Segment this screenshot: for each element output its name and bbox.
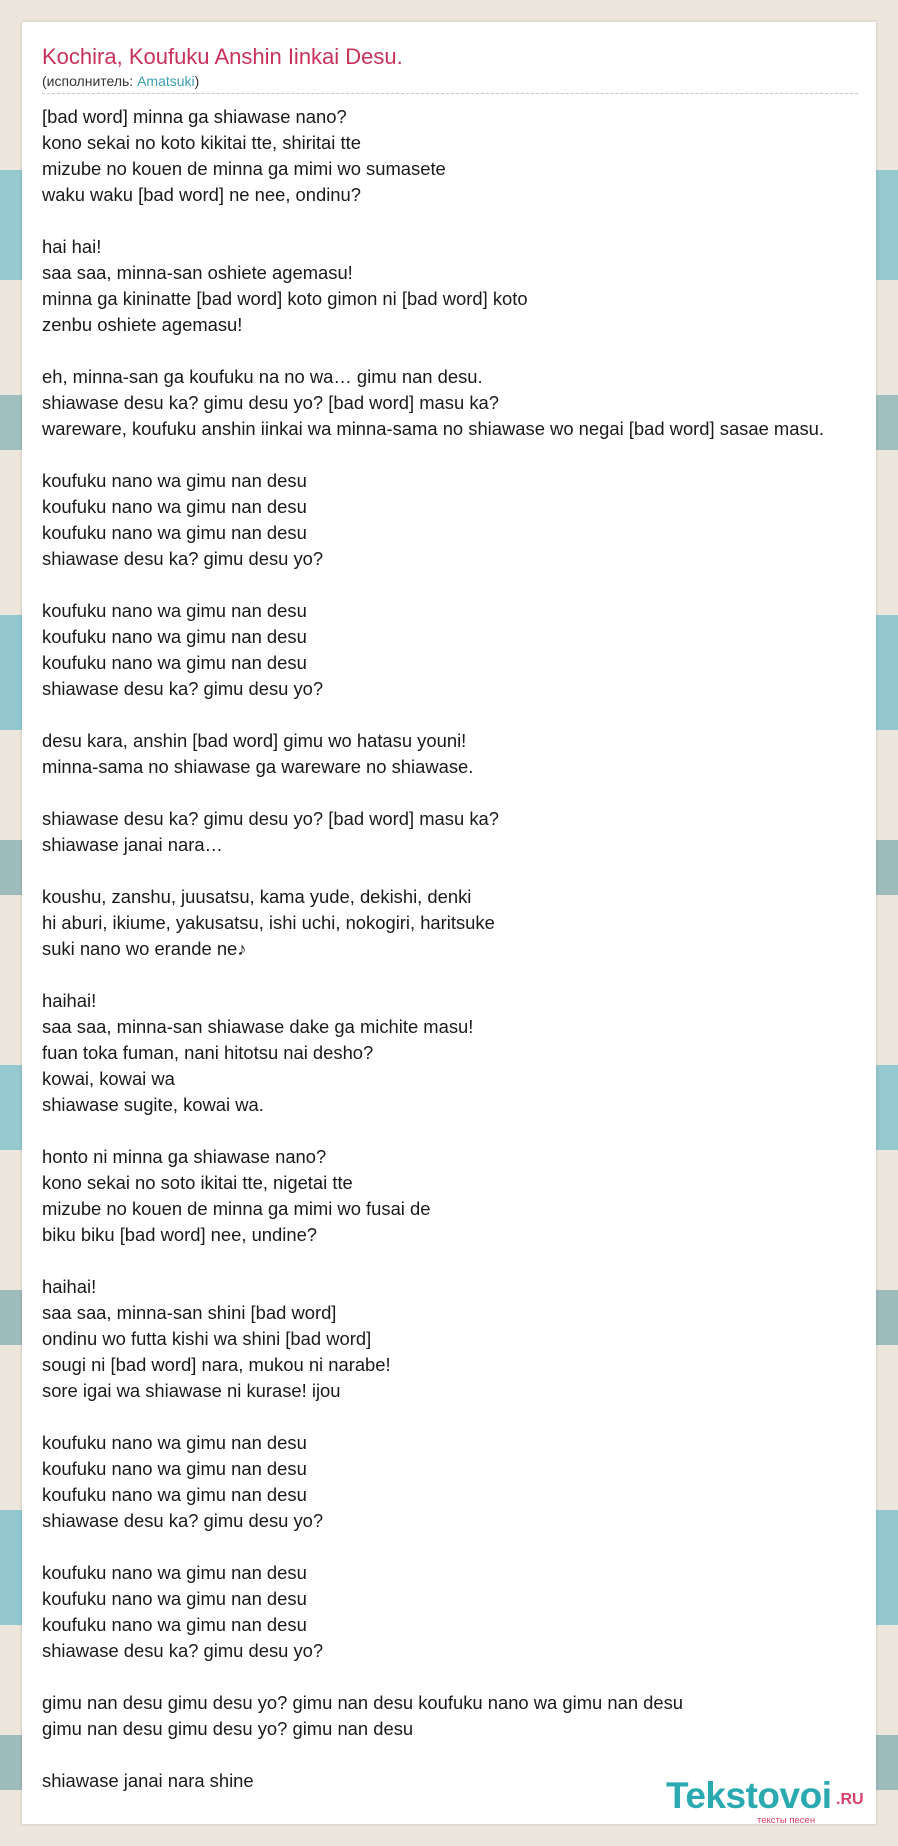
lyric-line: biku biku [bad word] nee, undine? (42, 1224, 318, 1245)
stanza-gap (42, 1118, 876, 1144)
artist-suffix: ) (194, 73, 200, 89)
lyric-line: waku waku [bad word] ne nee, ondinu? (42, 184, 361, 205)
title-divider (42, 93, 858, 94)
site-logo[interactable] (666, 1775, 866, 1823)
lyric-line: fuan toka fuman, nani hitotsu nai desho? (42, 1042, 374, 1063)
lyric-line: kono sekai no soto ikitai tte, nigetai tte (42, 1172, 353, 1193)
lyric-line: koufuku nano wa gimu nan desu (42, 470, 307, 491)
stanza-gap (42, 1664, 876, 1690)
lyric-line: kowai, kowai wa (42, 1068, 175, 1089)
lyric-line: minna-sama no shiawase ga wareware no shiawase. (42, 756, 474, 777)
stanza-gap (42, 1404, 876, 1430)
lyric-line: koufuku nano wa gimu nan desu (42, 1484, 307, 1505)
lyric-line: wareware, koufuku anshin iinkai wa minna-sama no shiawase wo negai [bad word] sasae masu. (42, 418, 825, 439)
artist-link[interactable]: Amatsuki (137, 73, 195, 89)
logo-name: Tekstovoi (666, 1775, 832, 1816)
lyric-line: mizube no kouen de minna ga mimi wo sumasete (42, 158, 446, 179)
lyric-line: haihai! (42, 1276, 97, 1297)
artist-prefix: (исполнитель: (42, 73, 138, 89)
lyric-line: shiawase sugite, kowai wa. (42, 1094, 264, 1115)
logo-tld: .RU (836, 1791, 864, 1808)
song-title: Kochira, Koufuku Anshin Iinkai Desu. (42, 44, 403, 69)
lyric-line: shiawase janai nara… (42, 834, 223, 855)
lyric-line: shiawase desu ka? gimu desu yo? [bad word] masu ka? (42, 808, 499, 829)
lyric-line: gimu nan desu gimu desu yo? gimu nan desu koufuku nano wa gimu nan desu (42, 1692, 684, 1713)
lyrics-card (22, 22, 876, 1824)
stanza-gap (42, 780, 876, 806)
stanza-gap (42, 338, 876, 364)
artist-line (42, 73, 199, 89)
lyric-line: shiawase janai nara shine (42, 1770, 254, 1791)
lyric-line: shiawase desu ka? gimu desu yo? (42, 1510, 324, 1531)
lyric-line: [bad word] minna ga shiawase nano? (42, 106, 347, 127)
lyric-line: koufuku nano wa gimu nan desu (42, 1458, 307, 1479)
lyric-line: haihai! (42, 990, 97, 1011)
lyric-line: hai hai! (42, 236, 102, 257)
lyric-line: sore igai wa shiawase ni kurase! ijou (42, 1380, 341, 1401)
lyric-line: koufuku nano wa gimu nan desu (42, 1588, 307, 1609)
lyric-line: koufuku nano wa gimu nan desu (42, 1562, 307, 1583)
logo-tagline: тексты песен (757, 1815, 816, 1824)
lyric-line: shiawase desu ka? gimu desu yo? (42, 678, 324, 699)
lyric-line: suki nano wo erande ne♪ (42, 938, 247, 959)
lyric-line: koufuku nano wa gimu nan desu (42, 626, 307, 647)
stanza-gap (42, 208, 876, 234)
lyric-line: zenbu oshiete agemasu! (42, 314, 243, 335)
stanza-gap (42, 858, 876, 884)
stanza-gap (42, 962, 876, 988)
lyric-line: saa saa, minna-san shiawase dake ga michite masu! (42, 1016, 474, 1037)
lyric-line: honto ni minna ga shiawase nano? (42, 1146, 327, 1167)
lyric-line: sougi ni [bad word] nara, mukou ni narabe! (42, 1354, 391, 1375)
stanza-gap (42, 1248, 876, 1274)
stanza-gap (42, 702, 876, 728)
lyric-line: shiawase desu ka? gimu desu yo? [bad word] masu ka? (42, 392, 499, 413)
lyric-line: koufuku nano wa gimu nan desu (42, 600, 307, 621)
lyric-line: koufuku nano wa gimu nan desu (42, 496, 307, 517)
stanza-gap (42, 1742, 876, 1768)
lyric-line: mizube no kouen de minna ga mimi wo fusai de (42, 1198, 431, 1219)
lyric-line: koufuku nano wa gimu nan desu (42, 1614, 307, 1635)
stanza-gap (42, 1534, 876, 1560)
lyric-line: koushu, zanshu, juusatsu, kama yude, dekishi, denki (42, 886, 472, 907)
lyric-line: gimu nan desu gimu desu yo? gimu nan desu (42, 1718, 414, 1739)
lyric-line: minna ga kininatte [bad word] koto gimon ni [bad word] koto (42, 288, 528, 309)
lyric-line: hi aburi, ikiume, yakusatsu, ishi uchi, nokogiri, haritsuke (42, 912, 495, 933)
lyric-line: desu kara, anshin [bad word] gimu wo hatasu youni! (42, 730, 467, 751)
lyric-line: shiawase desu ka? gimu desu yo? (42, 1640, 324, 1661)
stanza-gap (42, 442, 876, 468)
lyric-line: saa saa, minna-san shini [bad word] (42, 1302, 337, 1323)
lyric-line: saa saa, minna-san oshiete agemasu! (42, 262, 353, 283)
lyric-line: koufuku nano wa gimu nan desu (42, 522, 307, 543)
lyric-line: koufuku nano wa gimu nan desu (42, 1432, 307, 1453)
lyric-line: kono sekai no koto kikitai tte, shiritai tte (42, 132, 361, 153)
lyric-line: ondinu wo futta kishi wa shini [bad word] (42, 1328, 372, 1349)
lyric-line: koufuku nano wa gimu nan desu (42, 652, 307, 673)
lyric-line: eh, minna-san ga koufuku na no wa… gimu nan desu. (42, 366, 483, 387)
lyric-line: shiawase desu ka? gimu desu yo? (42, 548, 324, 569)
stanza-gap (42, 572, 876, 598)
lyrics-body (42, 104, 876, 1794)
